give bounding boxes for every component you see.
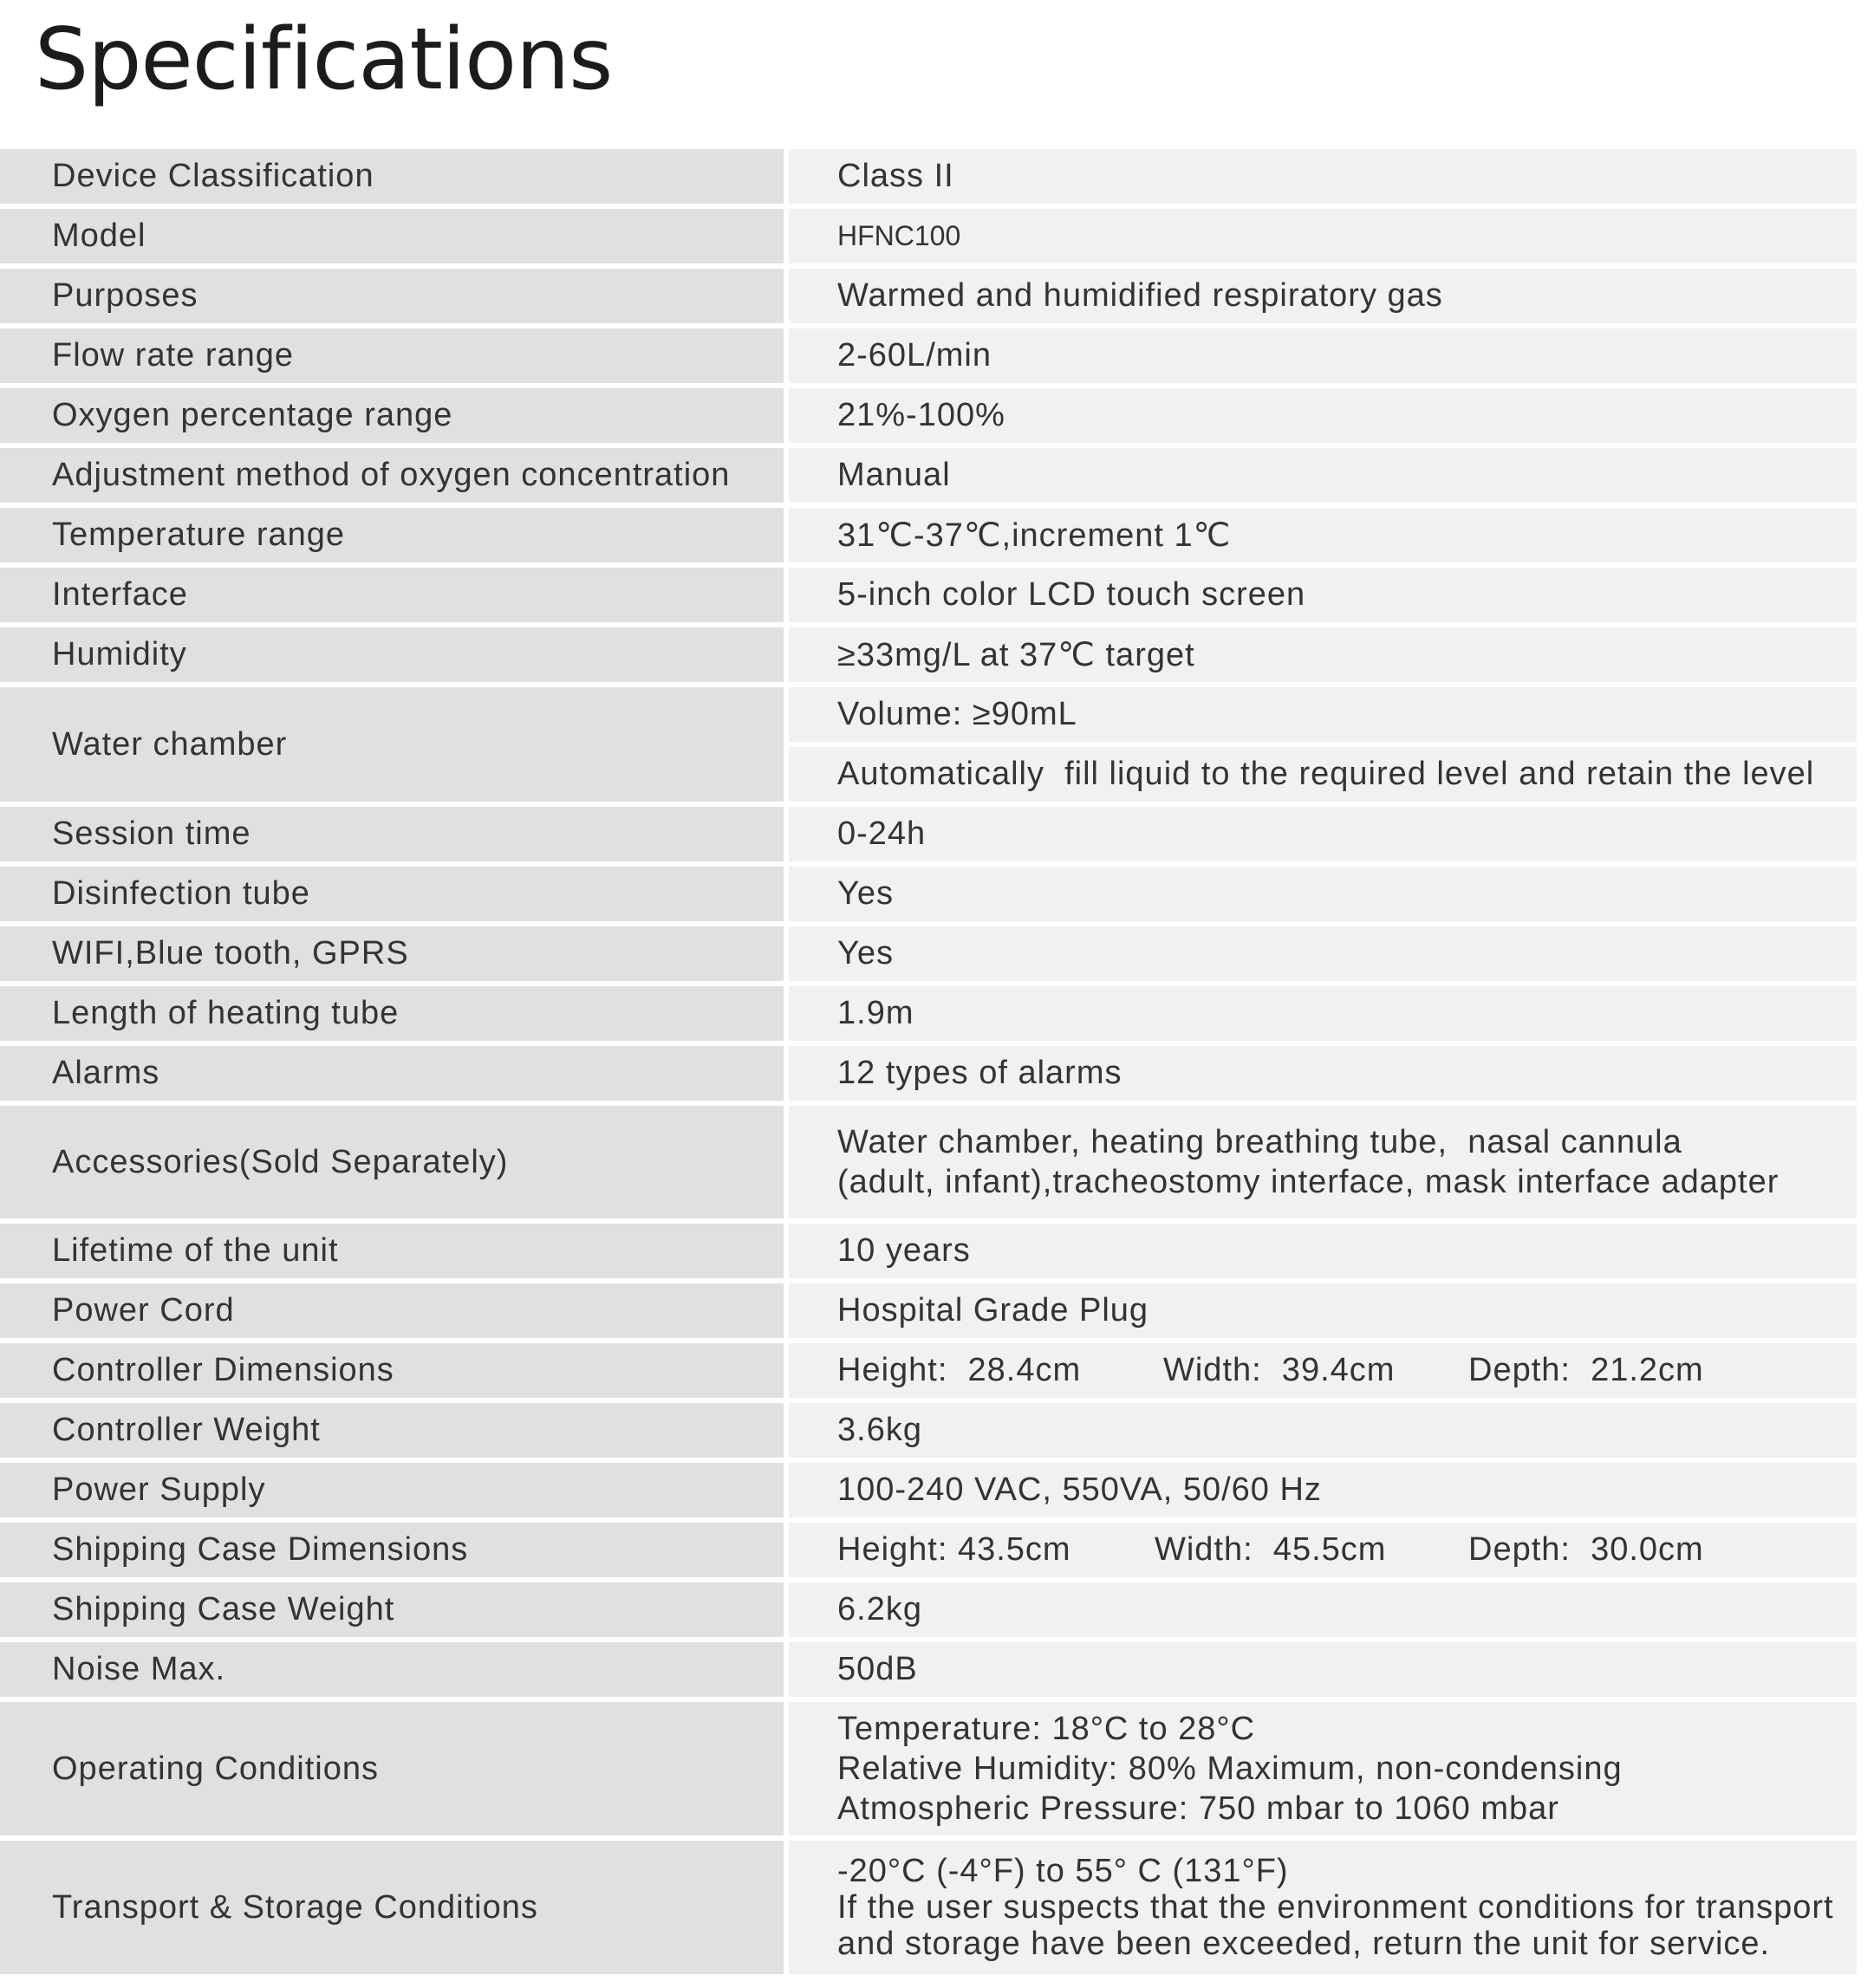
row-label: Adjustment method of oxygen concentration: [0, 448, 784, 503]
row-label: Water chamber: [0, 687, 784, 802]
table-row: [0, 1642, 1857, 1697]
row-value: 10 years: [789, 1224, 1857, 1278]
table-row: [0, 1283, 1857, 1338]
table-row: [0, 867, 1857, 921]
row-label: Model: [0, 209, 784, 263]
row-label: Operating Conditions: [0, 1702, 784, 1835]
row-label: Interface: [0, 568, 784, 622]
dimension-depth: Depth: 30.0cm: [1468, 1531, 1704, 1568]
row-label: Humidity: [0, 627, 784, 682]
row-label: Shipping Case Weight: [0, 1582, 784, 1637]
table-row: [0, 986, 1857, 1041]
row-value: 0-24h: [789, 807, 1857, 861]
row-value: 50dB: [789, 1642, 1857, 1697]
table-row: [0, 149, 1857, 204]
specifications-table: [0, 149, 1857, 1979]
dimension-height: Height: 28.4cm: [837, 1352, 1082, 1388]
row-label: Lifetime of the unit: [0, 1224, 784, 1278]
table-row: [0, 1582, 1857, 1637]
row-value: Yes: [789, 867, 1857, 921]
dimension-width: Width: 45.5cm: [1155, 1531, 1387, 1568]
row-label: Noise Max.: [0, 1642, 784, 1697]
row-value: HFNC100: [789, 209, 1857, 263]
table-row: [0, 1343, 1857, 1398]
row-label: Shipping Case Dimensions: [0, 1523, 784, 1577]
table-row: [0, 388, 1857, 443]
row-value: 1.9m: [789, 986, 1857, 1041]
row-label: Oxygen percentage range: [0, 388, 784, 443]
row-value: 12 types of alarms: [789, 1046, 1857, 1101]
value-line: and storage have been exceeded, return the unit for service.: [837, 1926, 1771, 1962]
row-value: 3.6kg: [789, 1403, 1857, 1458]
table-row: [0, 448, 1857, 503]
value-line: Atmospheric Pressure: 750 mbar to 1060 mbar: [837, 1790, 1559, 1827]
row-label: Power Cord: [0, 1283, 784, 1338]
row-value: Warmed and humidified respiratory gas: [789, 269, 1857, 323]
table-row: [0, 1224, 1857, 1278]
row-value: [789, 1841, 1857, 1974]
row-label: Session time: [0, 807, 784, 861]
row-label: Device Classification: [0, 149, 784, 204]
table-row: [0, 1463, 1857, 1517]
row-label: Alarms: [0, 1046, 784, 1101]
table-row: [0, 807, 1857, 861]
row-value: Automatically fill liquid to the required level and retain the level: [789, 747, 1857, 802]
row-label: Purposes: [0, 269, 784, 323]
row-value: Yes: [789, 926, 1857, 981]
row-value: [789, 1343, 1857, 1398]
value-line: Temperature: 18°C to 28°C: [837, 1711, 1256, 1747]
table-row: [0, 1046, 1857, 1101]
row-label: Length of heating tube: [0, 986, 784, 1041]
dimension-depth: Depth: 21.2cm: [1468, 1352, 1704, 1388]
row-label: Flow rate range: [0, 328, 784, 383]
table-row: [0, 1403, 1857, 1458]
row-label: Controller Weight: [0, 1403, 784, 1458]
table-row: [0, 627, 1857, 682]
value-line: Relative Humidity: 80% Maximum, non-condensing: [837, 1751, 1623, 1787]
row-label: Disinfection tube: [0, 867, 784, 921]
table-row: [0, 1106, 1857, 1218]
row-value: 6.2kg: [789, 1582, 1857, 1637]
row-value: 21%-100%: [789, 388, 1857, 443]
table-row: [0, 1841, 1857, 1974]
row-value: 100-240 VAC, 550VA, 50/60 Hz: [789, 1463, 1857, 1517]
row-value: [789, 1106, 1857, 1218]
row-label: Power Supply: [0, 1463, 784, 1517]
row-label: WIFI,Blue tooth, GPRS: [0, 926, 784, 981]
row-value: Volume: ≥90mL: [789, 687, 1857, 742]
row-value: 31℃-37℃,increment 1℃: [789, 508, 1857, 562]
table-row: [0, 687, 1857, 802]
table-row: [0, 1523, 1857, 1577]
value-line: (adult, infant),tracheostomy interface, mask interface adapter: [837, 1164, 1780, 1200]
row-value: 2-60L/min: [789, 328, 1857, 383]
row-label: Temperature range: [0, 508, 784, 562]
table-row: [0, 508, 1857, 562]
row-value: Manual: [789, 448, 1857, 503]
dimension-width: Width: 39.4cm: [1163, 1352, 1396, 1388]
row-value: [789, 1523, 1857, 1577]
page-title: Specifications: [35, 10, 613, 109]
row-label: Transport & Storage Conditions: [0, 1841, 784, 1974]
table-row: [0, 269, 1857, 323]
row-value: [789, 1702, 1857, 1835]
row-value: Hospital Grade Plug: [789, 1283, 1857, 1338]
row-label: Accessories(Sold Separately): [0, 1106, 784, 1218]
table-row: [0, 209, 1857, 263]
row-value: Class II: [789, 149, 1857, 204]
table-row: [0, 568, 1857, 622]
table-row: [0, 926, 1857, 981]
row-value: 5-inch color LCD touch screen: [789, 568, 1857, 622]
table-row: [0, 328, 1857, 383]
row-value: ≥33mg/L at 37℃ target: [789, 627, 1857, 682]
value-line: If the user suspects that the environment conditions for transport: [837, 1889, 1834, 1926]
value-line: Water chamber, heating breathing tube, nasal cannula: [837, 1124, 1682, 1160]
dimension-height: Height: 43.5cm: [837, 1531, 1071, 1568]
value-line: -20°C (-4°F) to 55° C (131°F): [837, 1853, 1289, 1889]
table-row: [0, 1702, 1857, 1835]
row-label: Controller Dimensions: [0, 1343, 784, 1398]
